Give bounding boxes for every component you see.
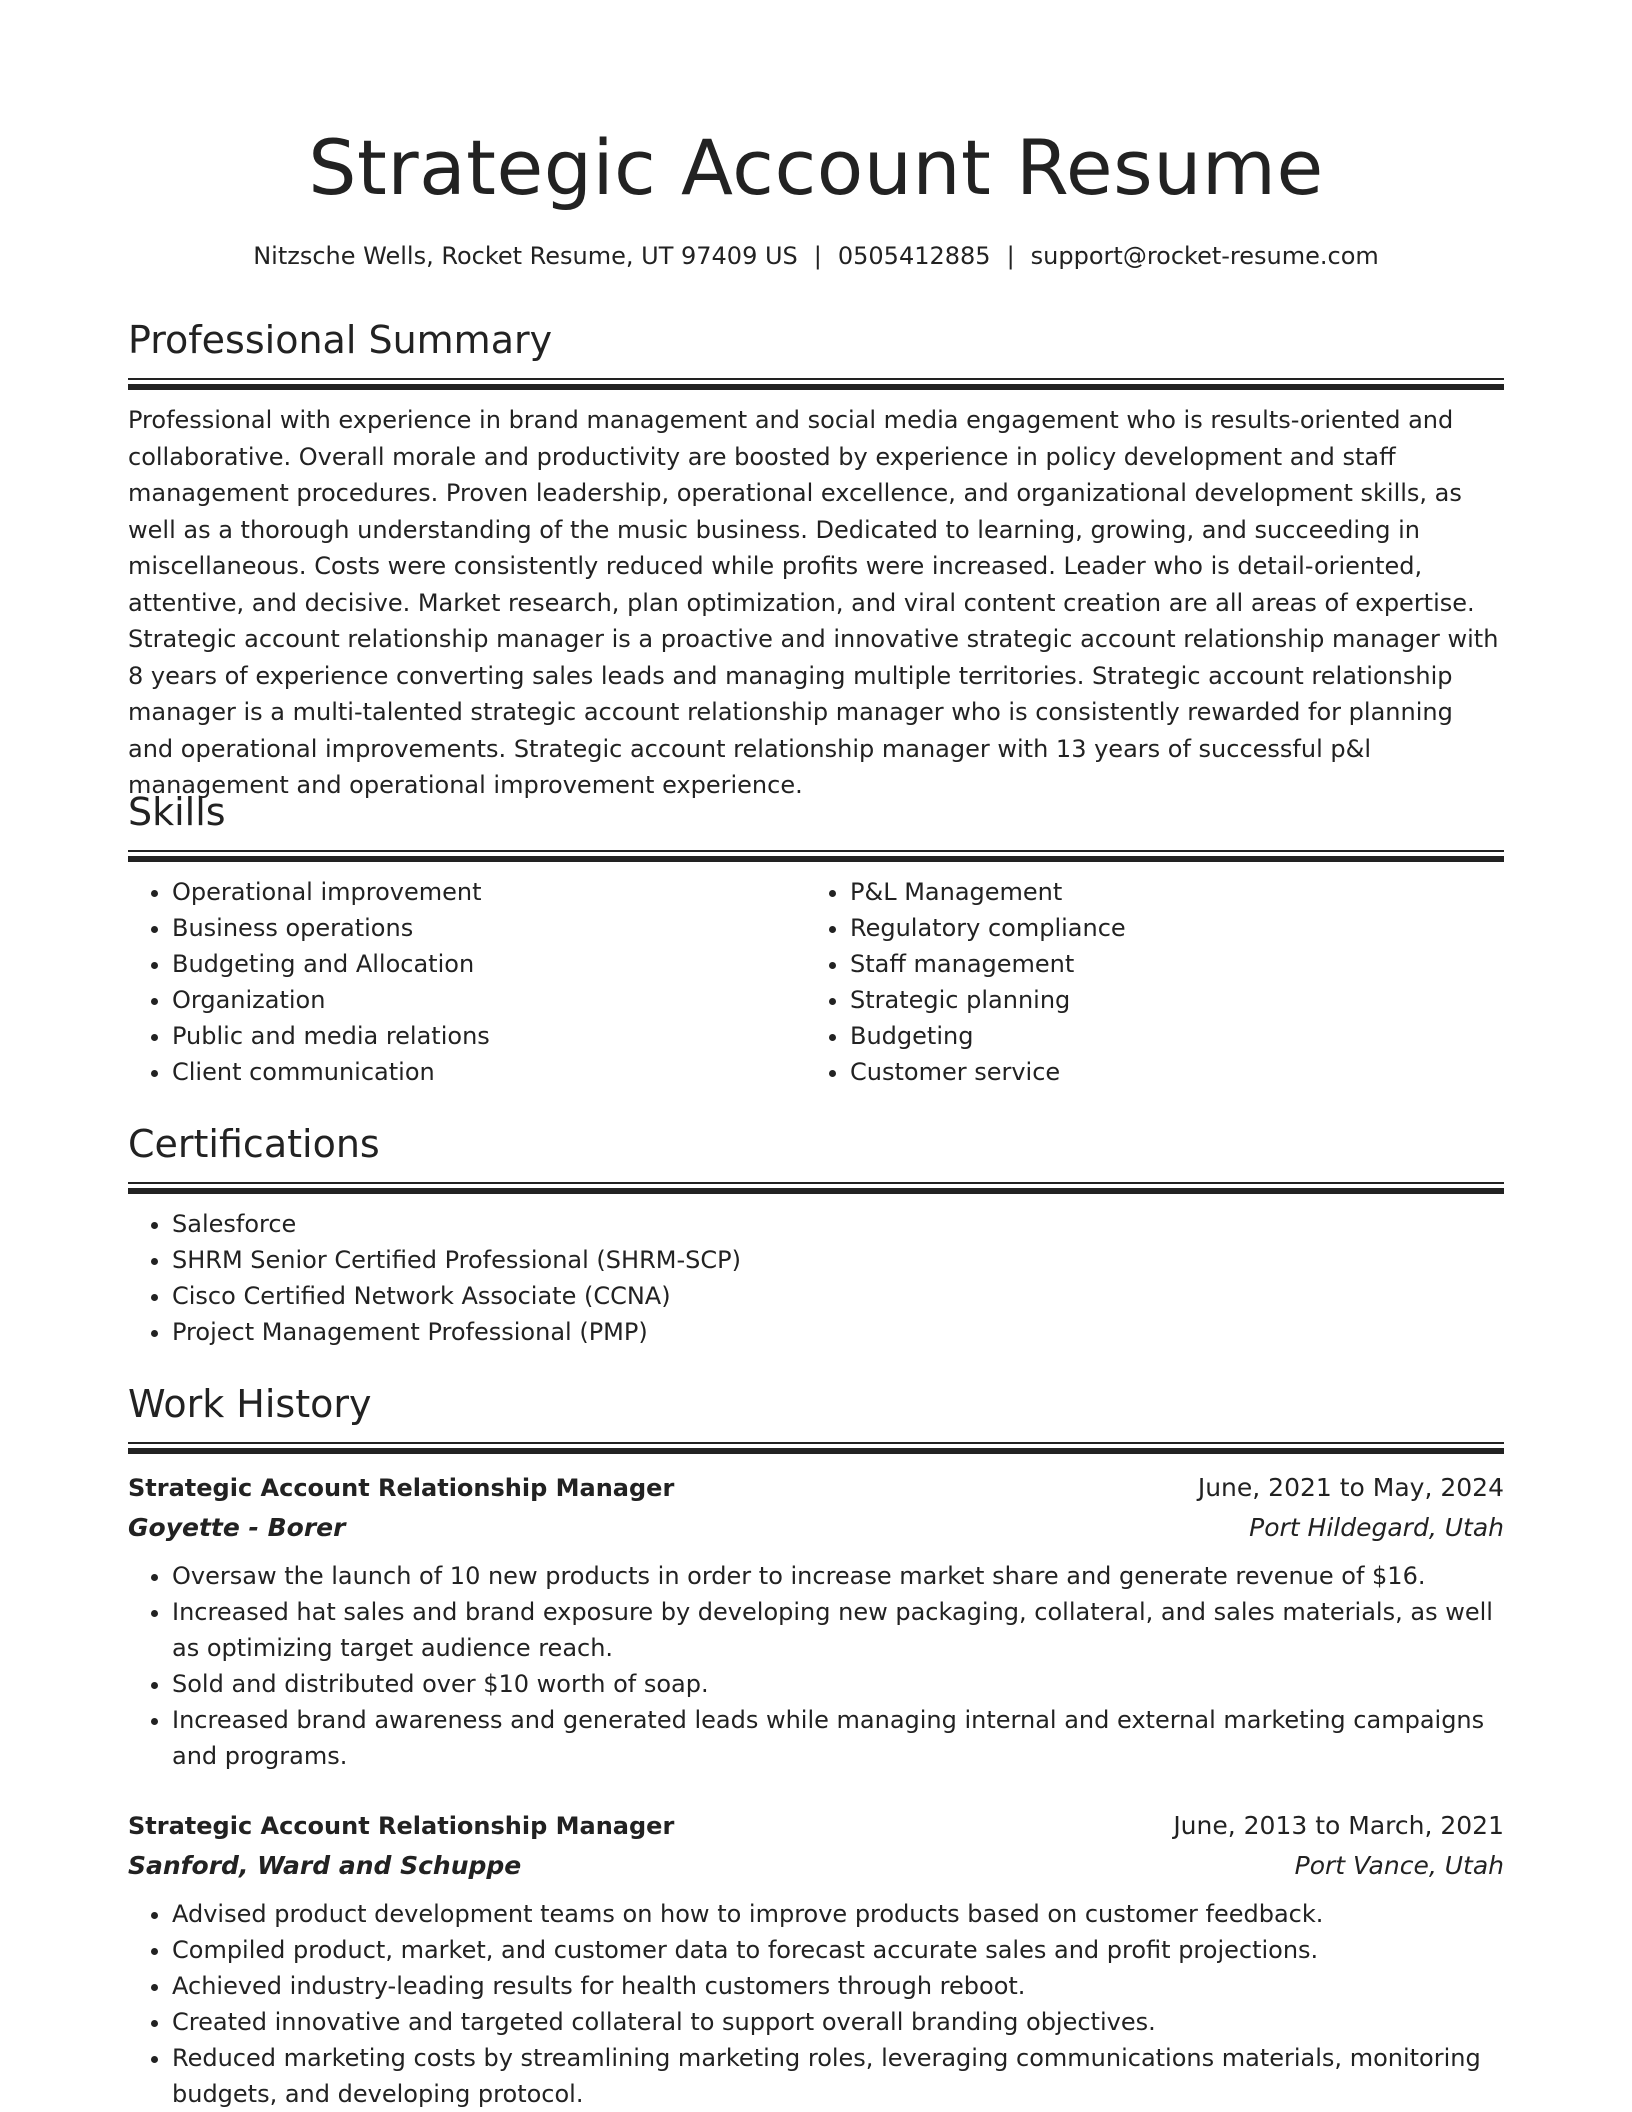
job-bullet: • Sold and distributed over $10 worth of soap. — [172, 1666, 1504, 1702]
job-bullets — [128, 1558, 1504, 1774]
skill-item: • Operational improvement — [172, 874, 806, 910]
contact-email: support@rocket-resume.com — [1030, 242, 1379, 270]
skills-section — [128, 786, 1504, 1090]
section-divider — [128, 1442, 1504, 1454]
skills-list-right — [806, 874, 1484, 1090]
job-company-row — [128, 1846, 1504, 1886]
certifications-section — [128, 1118, 1504, 1350]
skills-list-left — [128, 874, 806, 1090]
skill-item: • Regulatory compliance — [850, 910, 1484, 946]
skill-item: • Staff management — [850, 946, 1484, 982]
certification-item: • Cisco Certified Network Associate (CCNA) — [172, 1278, 1504, 1314]
work-history-heading: Work History — [128, 1382, 372, 1426]
job-bullet: • Oversaw the launch of 10 new products in order to increase market share and generate revenue of $16. — [172, 1558, 1504, 1594]
skills-heading: Skills — [128, 790, 226, 834]
certifications-heading: Certifications — [128, 1122, 380, 1166]
job-title: Strategic Account Relationship Manager — [128, 1474, 675, 1502]
summary-text: Professional with experience in brand management and social media engagement who is results-oriented and collaborative. Overall morale and productivity are boosted by experience in policy development and staff management procedures. Proven leadership, operational excellence, and organizational development skills, as well as a thorough understanding of the music business. Dedicated to learning, growing, and succeeding in miscellaneous. Costs were consistently reduced while profits were increased. Leader who is detail-oriented, attentive, and decisive. Market research, plan optimization, and viral content creation are all areas of expertise. Strategic account relationship manager is a proactive and innovative strategic account relationship manager with 8 years of experience converting sales leads and managing multiple territories. Strategic account relationship manager is a multi-talented strategic account relationship manager who is consistently rewarded for planning and operational improvements. Strategic account relationship manager with 13 years of successful p&l management and operational improvement experience. — [128, 406, 1499, 799]
job-entry — [128, 1806, 1504, 2112]
job-company-row — [128, 1508, 1504, 1548]
job-entry — [128, 1468, 1504, 1774]
certifications-list — [128, 1206, 1504, 1350]
work-history-section — [128, 1378, 1504, 2112]
contact-phone: 0505412885 — [837, 242, 991, 270]
job-company: Goyette - Borer — [128, 1513, 346, 1542]
certification-item: • Project Management Professional (PMP) — [172, 1314, 1504, 1350]
skill-item: • Organization — [172, 982, 806, 1018]
section-divider — [128, 378, 1504, 390]
skill-item: • Budgeting and Allocation — [172, 946, 806, 982]
section-divider — [128, 850, 1504, 862]
job-header-row — [128, 1468, 1504, 1508]
job-dates: June, 2021 to May, 2024 — [1197, 1473, 1504, 1502]
job-bullets — [128, 1896, 1504, 2112]
summary-section — [128, 314, 1504, 804]
job-title: Strategic Account Relationship Manager — [128, 1812, 675, 1840]
contact-separator: | — [813, 242, 822, 270]
contact-line — [128, 238, 1504, 274]
skill-item: • Business operations — [172, 910, 806, 946]
skill-item: • Public and media relations — [172, 1018, 806, 1054]
job-bullet: • Compiled product, market, and customer data to forecast accurate sales and profit projections. — [172, 1932, 1504, 1968]
job-bullet: • Achieved industry-leading results for health customers through reboot. — [172, 1968, 1504, 2004]
job-location: Port Vance, Utah — [1294, 1851, 1504, 1880]
summary-heading: Professional Summary — [128, 318, 553, 362]
contact-separator: | — [1006, 242, 1015, 270]
job-header-row — [128, 1806, 1504, 1846]
job-dates: June, 2013 to March, 2021 — [1173, 1811, 1504, 1840]
resume-title: Strategic Account Resume — [308, 123, 1324, 212]
job-bullet: • Increased brand awareness and generated leads while managing internal and external marketing campaigns and programs. — [172, 1702, 1504, 1774]
certification-item: • Salesforce — [172, 1206, 1504, 1242]
job-company: Sanford, Ward and Schuppe — [128, 1851, 522, 1880]
job-bullet: • Increased hat sales and brand exposure by developing new packaging, collateral, and sales materials, as well as optimizing target audience reach. — [172, 1594, 1504, 1666]
skill-item: • Customer service — [850, 1054, 1484, 1090]
job-location: Port Hildegard, Utah — [1249, 1513, 1504, 1542]
job-bullet: • Advised product development teams on how to improve products based on customer feedback. — [172, 1896, 1504, 1932]
skill-item: • P&L Management — [850, 874, 1484, 910]
section-divider — [128, 1182, 1504, 1194]
skill-item: • Strategic planning — [850, 982, 1484, 1018]
skills-columns — [128, 862, 1504, 1090]
certification-item: • SHRM Senior Certified Professional (SHRM-SCP) — [172, 1242, 1504, 1278]
job-bullet: • Reduced marketing costs by streamlining marketing roles, leveraging communications materials, monitoring budgets, and developing protocol. — [172, 2040, 1504, 2112]
contact-address: Nitzsche Wells, Rocket Resume, UT 97409 US — [253, 242, 798, 270]
skill-item: • Client communication — [172, 1054, 806, 1090]
job-bullet: • Created innovative and targeted collateral to support overall branding objectives. — [172, 2004, 1504, 2040]
skill-item: • Budgeting — [850, 1018, 1484, 1054]
